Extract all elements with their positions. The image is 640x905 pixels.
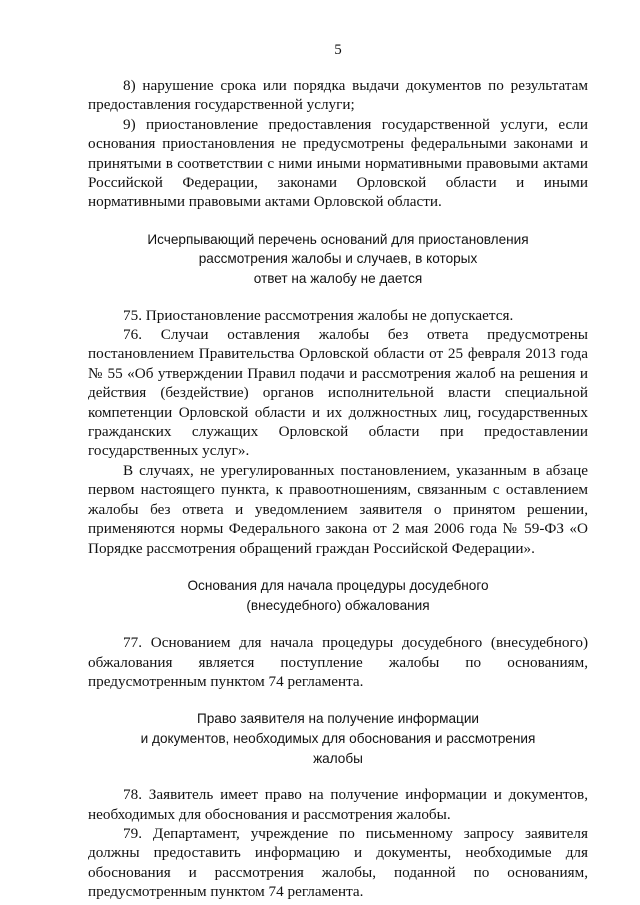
page-number: 5 (334, 42, 342, 58)
document-page (88, 40, 588, 902)
item-8: 8) нарушение срока или порядка выдачи документов по результатам предоставления государственной услуги; (88, 77, 588, 114)
paragraph-79: 79. Департамент, учреждение по письменному запросу заявителя должны предоставить информацию и документы, необходимые для обоснования и рассмотрения жалобы, поданной по основаниям, предусмотренным пунктом 74 регламента. (88, 824, 588, 901)
paragraph-78: 78. Заявитель имеет право на получение информации и документов, необходимых для обоснования и рассмотрения жалобы. (88, 786, 588, 823)
paragraph-76-continued: В случаях, не урегулированных постановлением, указанным в абзаце первом настоящего пункта, к правоотношениям, связанным с оставлением жалобы без ответа и уведомлением заявителя о принятом решении, применяются нормы Федерального закона от 2 мая 2006 года № 59-ФЗ «О Порядке рассмотрения обращений граждан Российской Федерации». (88, 461, 588, 557)
paragraph-75: 75. Приостановление рассмотрения жалобы не допускается. (123, 306, 514, 324)
heading-line: Право заявителя на получение информации (196, 711, 480, 727)
heading-line: и документов, необходимых для обоснования и рассмотрения (140, 730, 536, 746)
heading-line: рассмотрения жалобы и случаев, в которых (198, 251, 478, 267)
item-9: 9) приостановление предоставления государственной услуги, если основания приостановления не предусмотрены федеральными законами и принятыми в соответствии с ними иными нормативными правовыми актами Российской Федерации, законами Орловской области и иными нормативными правовыми актами Орловской области. (88, 115, 588, 211)
paragraph-77: 77. Основанием для начала процедуры досудебного (внесудебного) обжалования является поступление жалобы по основаниям, предусмотренным пунктом 74 регламента. (88, 634, 588, 690)
heading-line: жалобы (313, 750, 363, 766)
paragraph-76: 76. Случаи оставления жалобы без ответа предусмотрены постановлением Правительства Орловской области от 25 февраля 2013 года № 55 «Об утверждении Правил подачи и рассмотрения жалоб на решения и действия (бездействие) органов исполнительной власти специальной компетенции Орловской области и их должностных лиц, государственных гражданских служащих Орловской области при предоставлении государственных услуг». (88, 326, 588, 460)
heading-line: Исчерпывающий перечень оснований для приостановления (147, 231, 529, 247)
heading-line: Основания для начала процедуры досудебного (187, 577, 489, 593)
section-heading-suspension (88, 230, 588, 289)
section-heading-rights (88, 709, 588, 768)
section-heading-grounds (88, 576, 588, 615)
heading-line: (внесудебного) обжалования (246, 597, 430, 613)
heading-line: ответ на жалобу не дается (253, 271, 423, 287)
